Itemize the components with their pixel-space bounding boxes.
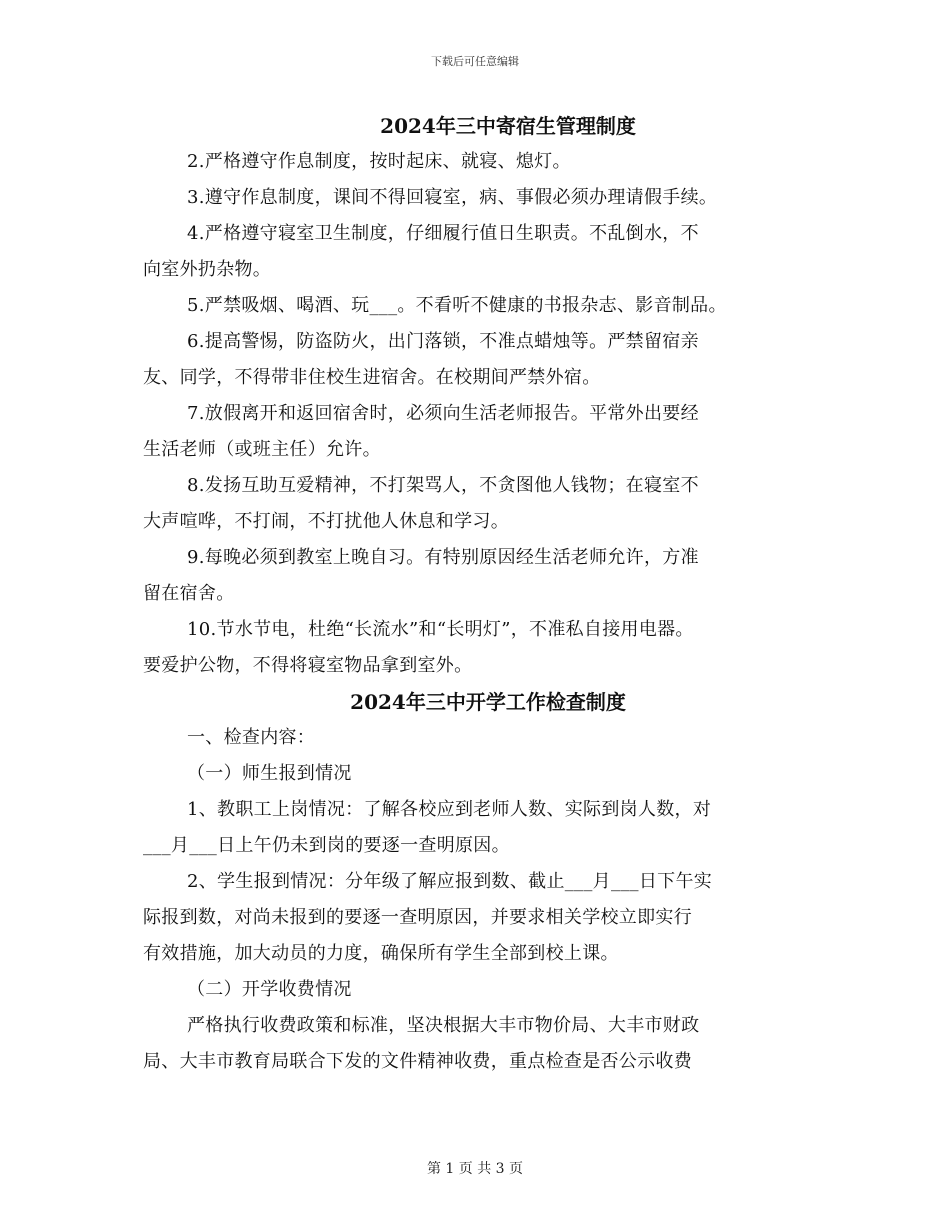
check-heading: 一、检查内容： — [187, 727, 316, 748]
rule-4-cont: 向室外扔杂物。 — [143, 259, 272, 280]
rule-9: 9.每晚必须到教室上晚自习。有特别原因经生活老师允许，方准 — [187, 547, 699, 568]
fee-paragraph-cont: 局、大丰市教育局联合下发的文件精神收费，重点检查是否公示收费 — [143, 1051, 692, 1072]
rule-2: 2.严格遵守作息制度，按时起床、就寝、熄灯。 — [187, 151, 571, 172]
fee-paragraph: 严格执行收费政策和标准，坚决根据大丰市物价局、大丰市财政 — [187, 1015, 700, 1036]
rule-8: 8.发扬互助互爱精神，不打架骂人，不贪图他人钱物；在寝室不 — [187, 475, 699, 496]
page-header: 下载后可任意编辑 — [431, 55, 519, 68]
subheading-2: （二）开学收费情况 — [187, 979, 352, 1000]
item-2: 2、学生报到情况：分年级了解应报到数、截止___月___日下午实 — [187, 871, 713, 892]
rule-7: 7.放假离开和返回宿舍时，必须向生活老师报告。平常外出要经 — [187, 403, 699, 424]
rule-3: 3.遵守作息制度，课间不得回寝室，病、事假必须办理请假手续。 — [187, 187, 718, 208]
rule-6: 6.提高警惕，防盗防火，出门落锁，不准点蜡烛等。严禁留宿亲 — [187, 331, 699, 352]
rule-10-cont: 要爱护公物，不得将寝室物品拿到室外。 — [143, 655, 473, 676]
rule-4: 4.严格遵守寝室卫生制度，仔细履行值日生职责。不乱倒水，不 — [187, 223, 699, 244]
subheading-1: （一）师生报到情况 — [187, 763, 352, 784]
rule-7-cont: 生活老师（或班主任）允许。 — [143, 439, 381, 460]
document-body — [143, 108, 833, 1080]
item-1: 1、教职工上岗情况：了解各校应到老师人数、实际到岗人数，对 — [187, 799, 712, 820]
item-2-cont-2: 有效措施，加大动员的力度，确保所有学生全部到校上课。 — [143, 943, 619, 964]
rule-9-cont: 留在宿舍。 — [143, 583, 235, 604]
page-footer: 第 1 页 共 3 页 — [426, 1161, 524, 1177]
rule-5: 5.严禁吸烟、喝酒、玩___。不看听不健康的书报杂志、影音制品。 — [187, 295, 727, 316]
item-1-cont: ___月___日上午仍未到岗的要逐一查明原因。 — [143, 835, 510, 856]
section2-title: 2024年三中开学工作检查制度 — [350, 690, 626, 714]
rule-8-cont: 大声喧哗，不打闹，不打扰他人休息和学习。 — [143, 511, 509, 532]
rule-10: 10.节水节电，杜绝“长流水”和“长明灯”，不准私自接用电器。 — [187, 619, 694, 640]
rule-6-cont: 友、同学，不得带非住校生进宿舍。在校期间严禁外宿。 — [143, 367, 601, 388]
item-2-cont-1: 际报到数，对尚未报到的要逐一查明原因，并要求相关学校立即实行 — [143, 907, 692, 928]
section1-title: 2024年三中寄宿生管理制度 — [380, 114, 636, 138]
